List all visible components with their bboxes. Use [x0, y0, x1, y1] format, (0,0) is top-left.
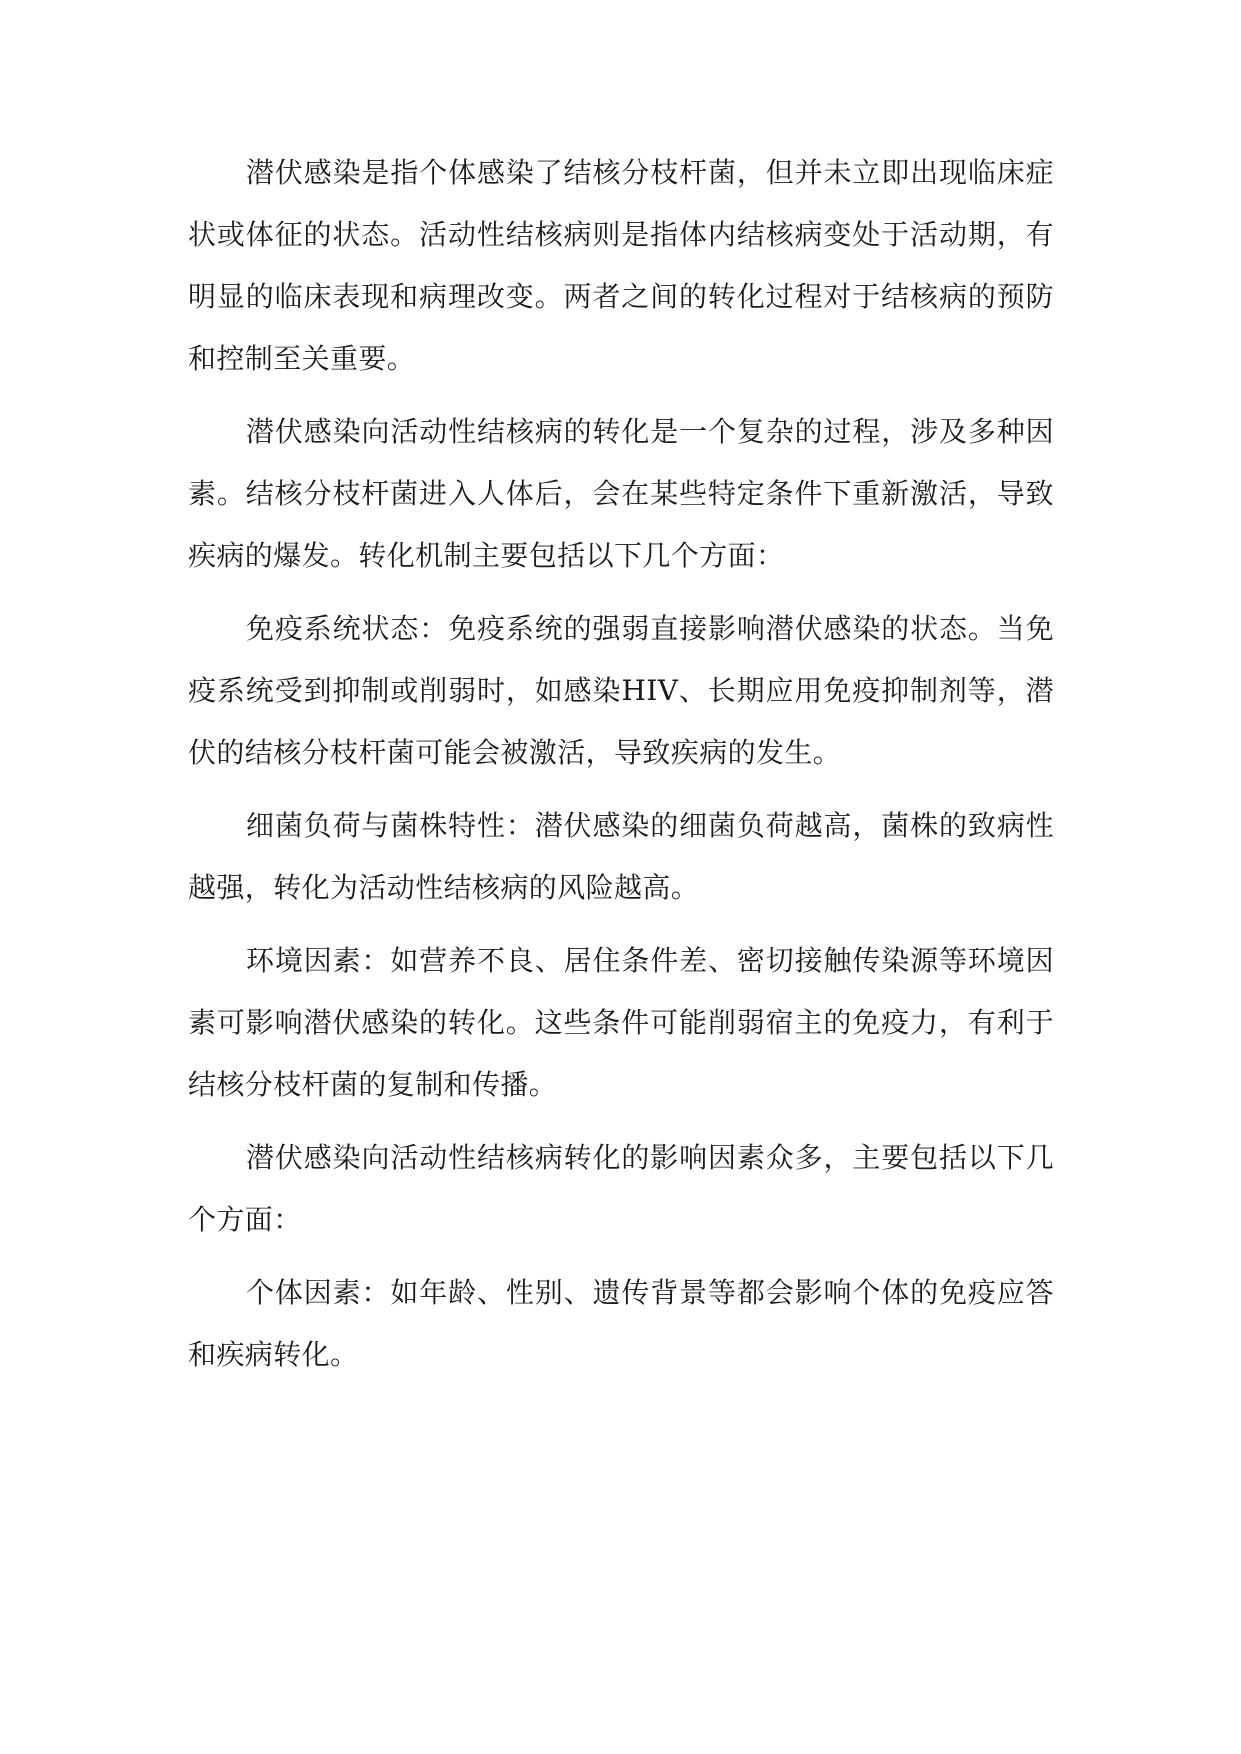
paragraph-conversion-process: 潜伏感染向活动性结核病的转化是一个复杂的过程，涉及多种因素。结核分枝杆菌进入人体后，会在某些特定条件下重新激活，导致疾病的爆发。转化机制主要包括以下几个方面： [188, 415, 1054, 572]
paragraph-immune-status: 免疫系统状态：免疫系统的强弱直接影响潜伏感染的状态。当免疫系统受到抑制或削弱时，如感染HIV、长期应用免疫抑制剂等，潜伏的结核分枝杆菌可能会被激活，导致疾病的发生。 [188, 612, 1054, 769]
document-body [188, 142, 1054, 1397]
paragraph-environmental-factors: 环境因素：如营养不良、居住条件差、密切接触传染源等环境因素可影响潜伏感染的转化。这些条件可能削弱宿主的免疫力，有利于结核分枝杆菌的复制和传播。 [188, 944, 1054, 1101]
paragraph-latent-infection-definition: 潜伏感染是指个体感染了结核分枝杆菌，但并未立即出现临床症状或体征的状态。活动性结核病则是指体内结核病变处于活动期，有明显的临床表现和病理改变。两者之间的转化过程对于结核病的预防和控制至关重要。 [188, 156, 1054, 375]
paragraph-bacterial-load: 细菌负荷与菌株特性：潜伏感染的细菌负荷越高，菌株的致病性越强，转化为活动性结核病的风险越高。 [188, 809, 1054, 904]
paragraph-influencing-factors: 潜伏感染向活动性结核病转化的影响因素众多，主要包括以下几个方面： [188, 1141, 1054, 1236]
paragraph-individual-factors: 个体因素：如年龄、性别、遗传背景等都会影响个体的免疫应答和疾病转化。 [188, 1276, 1054, 1371]
